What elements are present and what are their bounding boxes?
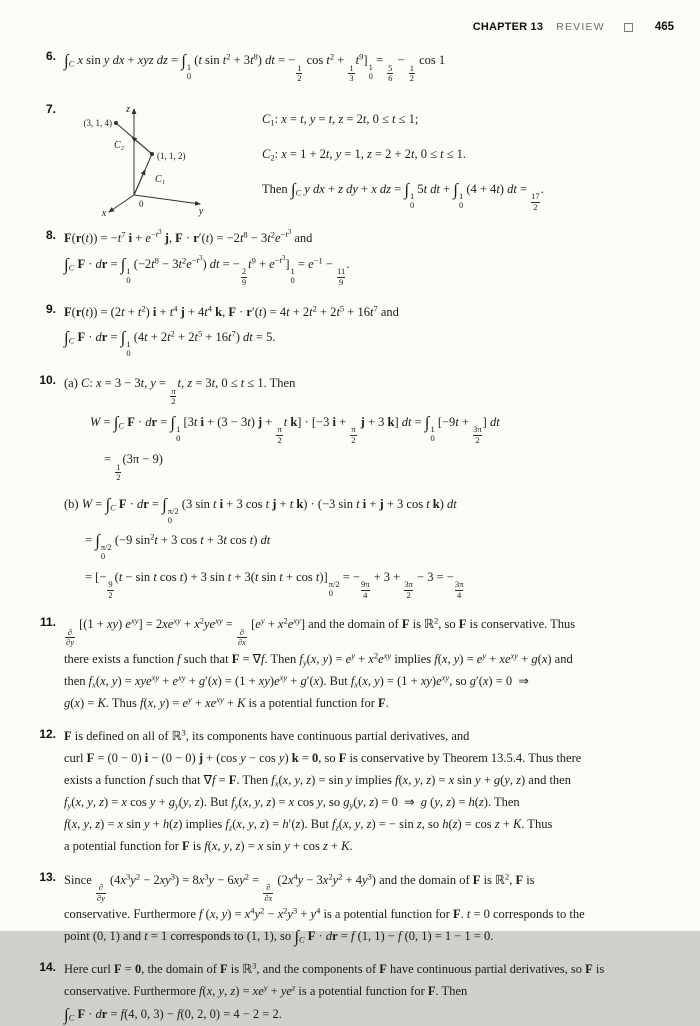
math-line: Since ∂ ∂y $(4x^3y^2 - 2xy^3) = 8x^3y - 6xy^2$ = ∂ ∂x $(2x^4y - 3x^2y^2 + 4y^3)$ and the domain of F is ℝ$^2$, F is bbox=[64, 871, 535, 903]
section-label: REVIEW bbox=[556, 21, 605, 33]
math-line: $F(r(t)) = (2t + t^2)$ $i + t^4$ $j + 4t^4$ k, $F \cdot r'(t) = 4t + 2t^2 + 2t^5 + 16t^7$ and bbox=[64, 303, 399, 319]
math-line: = [− $\frac{9}{2}$ (t − sin t cos t) + 3 sin t + 3(t sin t + cos t)] π/2 0 = − $\frac{9\pi}{4}$ + 3 + $\frac{3\pi}{2}$ − 3 = − $\frac{3\pi}{4}$ bbox=[85, 569, 464, 600]
c1-label: C₁ bbox=[155, 173, 166, 185]
point-label-314: (3, 1, 4) bbox=[83, 117, 112, 128]
math-line: there exists a function f such that F = ∇f. Then $f_y(x$, $y) = e^y + x^2e^{xy}$ implies f(x, $y) = e^y + xe^{xy} + g(x)$ and bbox=[64, 650, 573, 667]
math-line: f(x, y, z) = x sin y + h(z) implies $f_z(x$, y, z) = h′(z). But $f_z(x$, y, z) = − sin z, so h(z) = cos z + K. Thus bbox=[64, 816, 553, 832]
math-line: $f_y(x$, y, z) = x $\cos y + g_y(y$, z). But $f_y(x$, y, z) = x cos y, so $g_y(y$, z) = 0 ⇒ g (y, z) = h(z). Then bbox=[64, 794, 520, 810]
math-line: $W = \int_C$ F · dr = ∫ 1 0 [3t i + (3 − 3t) j + $\frac{\pi}{2}$ t k] · [−3 i + $\frac{\pi}{2}$ j + 3 k] dt = ∫ 1 0 [−9t + $\frac{3\pi}{2}$ ] dt bbox=[90, 412, 500, 445]
problem-8 bbox=[30, 226, 684, 288]
math-line: $C_2$: x = 1 + 2t, y = 1, z = 2 + 2t, 0 ≤ t ≤ 1. bbox=[262, 146, 467, 162]
problem-12 bbox=[30, 725, 684, 857]
math-line: conservative. Furthermore f (x, $y) = x^4y^2 - x^2y^3 + y^4$ is a potential function for F. t = 0 corresponds to the bbox=[64, 905, 585, 921]
math-line: $\int_C$ F · dr = f(4, 0, 3) − f(0, 2, 0) = 4 − 2 = 2. bbox=[64, 1005, 282, 1024]
problem-10 bbox=[30, 371, 684, 600]
math-line: (a) C: x = 3 − 3t, y = $\frac{\pi}{2}$ t, z = 3t, 0 ≤ t ≤ 1. Then bbox=[64, 376, 296, 406]
math-line: point (0, 1) and t = 1 corresponds to (1, 1), so $\int_C$ F · dr = f (1, 1) − f (0, 1) = 1 − 1 = 0. bbox=[64, 927, 494, 946]
problem-7 bbox=[30, 100, 684, 218]
math-line: a potential function for F is f(x, y, z) = x sin y + cos z + K. bbox=[64, 838, 353, 853]
curve-c2-arrow bbox=[132, 137, 152, 154]
math-line: then $f_x(x$, $y) = xye^{xy} + e^{xy} + g'(x) = (1 + xy)e^{xy} + g'(x)$. But $f_x(x$, $y) = (1 + xy)e^{xy}$, so g′(x) = 0 ⇒ bbox=[64, 672, 529, 689]
problem-11 bbox=[30, 613, 684, 714]
problem-number: 14. bbox=[39, 960, 56, 974]
math-line: $F(r(t)) = -t^7$ $i + e^{-t^3}$ j, $F \cdot r'(t) = -2t^8 - 3t^2e^{-t^3}$ and bbox=[64, 228, 313, 245]
math-line: = ∫ π/2 0 (−9 $\sin^2t + 3$ cos t + 3t cos t) dt bbox=[85, 530, 271, 561]
point-1-1-2 bbox=[150, 152, 154, 156]
math-line: $C_1$: x = t, y = t, z = 2t, 0 ≤ t ≤ 1; bbox=[262, 111, 419, 127]
origin-label: 0 bbox=[139, 198, 144, 209]
math-line: exists a function f such that ∇f = F. Then $f_x(x$, y, z) = sin y implies f(x, y, z) = x sin y + g(y, z) and then bbox=[64, 772, 571, 788]
figure-3d-path bbox=[64, 100, 214, 218]
problem-number: 6. bbox=[45, 49, 56, 63]
math-line: conservative. Furthermore f(x, y, $z) = xe^y + ye^z$ is a potential function for F. Then bbox=[64, 982, 468, 998]
math-line: Here curl F = 0, the domain of F is ℝ$^3$, and the components of F have continuous partial derivatives, so F is bbox=[64, 960, 605, 976]
problem-13 bbox=[30, 868, 684, 948]
c2-label: C₂ bbox=[114, 139, 125, 151]
problem-6 bbox=[30, 47, 684, 84]
math-line: ∂ ∂y [(1 + xy) $e^{xy}] = 2xe^{xy} + x^2ye^{xy}$ = ∂ ∂x $[e^y + x^2e^{xy}]$ and the domain of F is ℝ$^2$, so F is conservative. Thus bbox=[66, 615, 576, 647]
point-3-1-4 bbox=[114, 121, 118, 125]
y-axis bbox=[134, 195, 200, 204]
math-line: $\int_C$ F · dr = ∫ 1 0 $(4t + 2t^2 + 2t^5 + 16t^7)$ dt = 5. bbox=[64, 328, 276, 358]
problem-number: 12. bbox=[39, 726, 56, 741]
page-header bbox=[0, 0, 700, 33]
z-axis-label: z bbox=[126, 103, 130, 115]
math-line: Then $\int_C$ y dx + z dy + x dz = ∫ 1 0 5t dt + ∫ 1 0 (4 + 4t) dt = $\frac{17}{2}$ . bbox=[262, 179, 544, 212]
problem-number: 7. bbox=[45, 101, 56, 116]
math-line: $\int_C$ x sin y dx + xyz dz = ∫ 1 0 (t $\sin t^2 + 3t^8$) dt = − $\frac{1}{2}$ $\cos t^2$ + $\frac{1}{3}$ $t^9$] 1 0 = $\frac{5}{6}$ − $\frac{1}{2}$ cos 1 bbox=[64, 51, 446, 83]
problem-number: 10. bbox=[39, 373, 56, 387]
math-line: (b) $W = \int_C$ F · dr = ∫ π/2 0 (3 sin t i + 3 cos t j + t k) · (−3 sin t i + j + 3 cos t k) dt bbox=[64, 494, 457, 525]
math-line: F is defined on all of ℝ$^3$, its components have continuous partial derivatives, and bbox=[64, 727, 470, 743]
math-line: $\int_C$ F · dr = ∫ 1 0 $(-2t^8 - 3t^2e^{-t^3})$ dt = − $\frac{2}{9}$ $t^9 + e^{-t^3}$] 1 0 = $e^{-1}$ − $\frac{11}{9}$ . bbox=[64, 254, 350, 287]
y-axis-label: y bbox=[198, 205, 204, 217]
point-label-112: (1, 1, 2) bbox=[157, 150, 186, 161]
math-line: g(x) = K. Thus f(x, $y) = e^y + xe^{xy} + K$ is a potential function for F. bbox=[64, 694, 389, 710]
problem-number: 8. bbox=[45, 227, 56, 242]
chapter-label: CHAPTER 13 bbox=[472, 21, 544, 33]
math-line: = $\frac{1}{2}$ (3π − 9) bbox=[104, 452, 163, 482]
problem-number: 11. bbox=[39, 615, 56, 629]
x-axis-label: x bbox=[101, 207, 107, 219]
curve-c1-arrow bbox=[134, 170, 145, 195]
problem-14 bbox=[30, 958, 684, 1026]
math-line: curl F = (0 − 0) i − (0 − 0) j + (cos y − cos y) k = 0, so F is conservative by Theorem 13.5.4. Thus there bbox=[64, 750, 582, 765]
problem-number: 13. bbox=[39, 869, 56, 884]
page-number: 465 bbox=[654, 21, 674, 33]
solutions-list bbox=[0, 33, 700, 1026]
problem-number: 9. bbox=[45, 302, 56, 316]
x-axis bbox=[109, 195, 134, 212]
problem-9 bbox=[30, 300, 684, 358]
square-icon bbox=[624, 23, 633, 32]
